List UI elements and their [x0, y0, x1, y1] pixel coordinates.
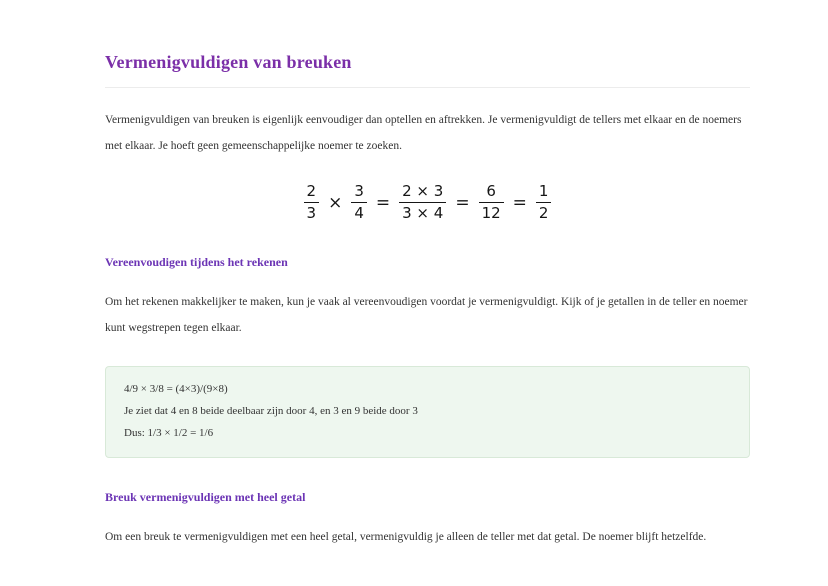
fraction-denominator: 12 [481, 204, 501, 222]
fraction-denominator: 2 [538, 204, 549, 222]
fraction-4 [479, 182, 504, 223]
simplify-paragraph: Om het rekenen makkelijker te maken, kun je vaak al vereenvoudigen voordat je vermenigvuldigt. Kijk of je getallen in de teller en noemer kunt wegstrepen tegen elkaar. [105, 296, 748, 334]
intro-paragraph: Vermenigvuldigen van breuken is eigenlijk eenvoudiger dan optellen en aftrekken. Je vermenigvuldigt de tellers met elkaar en de noemers met elkaar. Je hoeft geen gemeenschappelijke noemer te zoeken. [105, 114, 742, 152]
section-heading-whole-number: Breuk vermenigvuldigen met heel getal [105, 490, 306, 504]
section-heading-simplify: Vereenvoudigen tijdens het rekenen [105, 255, 288, 269]
fraction-denominator: 3 × 4 [402, 204, 444, 222]
fraction-numerator: 3 [351, 182, 367, 203]
example-line-3: Dus: 1/3 × 1/2 = 1/6 [124, 427, 214, 439]
fraction-numerator: 6 [479, 182, 504, 203]
formula-row [304, 182, 552, 223]
fraction-numerator: 2 [304, 182, 320, 203]
example-line-1: 4/9 × 3/8 = (4×3)/(9×8) [124, 383, 228, 395]
fraction-2 [351, 182, 367, 223]
example-box [105, 366, 750, 458]
page-title: Vermenigvuldigen van breuken [105, 52, 750, 88]
multiply-sign: × [328, 192, 343, 213]
fraction-3 [399, 182, 446, 223]
fraction-formula [105, 181, 750, 223]
fraction-denominator: 4 [354, 204, 364, 222]
example-line-2: Je ziet dat 4 en 8 beide deelbaar zijn door 4, en 3 en 9 beide door 3 [124, 405, 418, 417]
fraction-denominator: 3 [306, 204, 317, 222]
fraction-numerator: 1 [536, 182, 552, 203]
whole-number-paragraph: Om een breuk te vermenigvuldigen met een heel getal, vermenigvuldig je alleen de teller met dat getal. De noemer blijft hetzelfde. [105, 531, 707, 543]
equals-sign: = [455, 192, 470, 213]
equals-sign: = [375, 192, 391, 213]
fraction-5 [536, 182, 552, 223]
fraction-numerator: 2 × 3 [399, 182, 446, 203]
fraction-1 [304, 182, 320, 223]
equals-sign: = [512, 192, 527, 213]
